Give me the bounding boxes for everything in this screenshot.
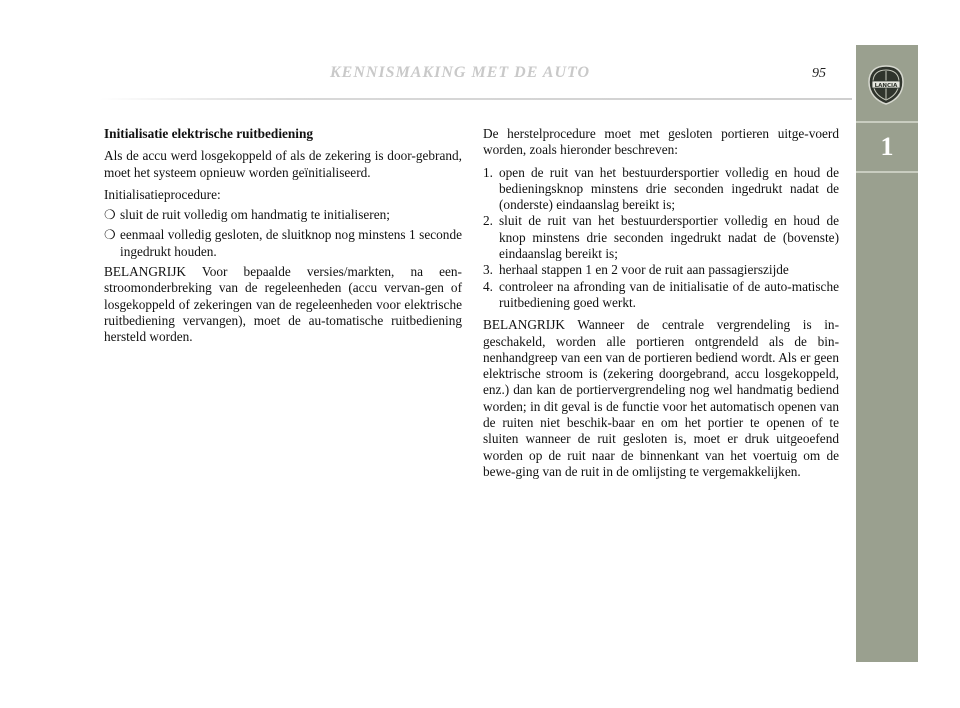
list-item (104, 207, 462, 223)
list-item (483, 262, 839, 278)
list-item-text: eenmaal volledig gesloten, de sluitknop nog minstens 1 seconde ingedrukt houden. (120, 227, 462, 259)
header-rule (100, 98, 852, 100)
procedure-label: Initialisatieprocedure: (104, 186, 221, 202)
intro-paragraph: De herstelprocedure moet met gesloten portieren uitge-voerd worden, zoals hieronder beschreven: (483, 126, 839, 158)
step-text: herhaal stappen 1 en 2 voor de ruit aan passagierszijde (499, 262, 789, 278)
chapter-tab[interactable] (856, 123, 918, 171)
list-item-text: sluit de ruit volledig om handmatig te initialiseren; (120, 207, 390, 223)
section-heading: Initialisatie elektrische ruitbediening (104, 126, 314, 141)
chapter-number: 1 (880, 132, 894, 161)
important-note: BELANGRIJK Wanneer de centrale vergrendeling is in-geschakeld, worden alle portieren ontgrendeld als de bin-nenhandgreep van een van de portieren bediend wordt. Als er geen elektrische stroom is (zekering doorgebrand, accu losgekoppeld, enz.) dan kan de portiervergrendeling nog wel handmatig bediend worden; in dit geval is de functie voor het automatisch openen van de ruiten niet beschik-baar en om het portier te openen of te sluiten wanneer de ruit gesloten is, moet er druk uitgeoefend worden op de ruit naar de binnenkant van het voertuig om de bewe-ging van de ruit in de omlijsting te vergemakkelijken. (483, 317, 839, 479)
bullet-circle-icon: ❍ (104, 227, 116, 243)
list-item (483, 279, 839, 312)
left-column (104, 126, 462, 352)
list-item (104, 227, 462, 260)
right-column (483, 126, 839, 486)
step-text: sluit de ruit van het bestuurdersportier volledig en houd de knop minstens drie seconden ingedrukt nadat de (bovenste) eindaanslag bereikt is; (499, 213, 839, 262)
step-text: open de ruit van het bestuurdersportier volledig en houd de bedieningsknop minstens drie seconden ingedrukt nadat de (onderste) eindaanslag bereikt is; (499, 164, 839, 213)
lancia-shield-icon (867, 65, 905, 105)
step-number: 2. (483, 213, 493, 229)
bullet-circle-icon: ❍ (104, 207, 116, 223)
list-item (483, 165, 839, 214)
chapter-sidebar (856, 45, 918, 662)
step-number: 1. (483, 164, 493, 180)
list-item (483, 213, 839, 262)
step-number: 3. (483, 262, 493, 278)
intro-paragraph: Als de accu werd losgekoppeld of als de zekering is door-gebrand, moet het systeem opnieuw worden geïnitialiseerd. (104, 148, 462, 180)
sidebar-divider (856, 171, 918, 173)
numbered-list (483, 165, 839, 312)
running-title: KENNISMAKING MET DE AUTO (330, 64, 591, 81)
important-note: BELANGRIJK Voor bepaalde versies/markten, na een-stroomonderbreking van de regeleenheden (accu vervan-gen of losgekoppeld of zekeringen van de regeleenheden voor elektrische ruitbediening vervangen), moet de au-tomatische ruitbediening hersteld worden. (104, 264, 462, 345)
step-text: controleer na afronding van de initialisatie of de auto-matische ruitbediening goed werkt. (499, 278, 839, 310)
svg-text:LANCIA: LANCIA (874, 83, 898, 89)
step-number: 4. (483, 278, 493, 294)
page-number: 95 (812, 66, 826, 81)
